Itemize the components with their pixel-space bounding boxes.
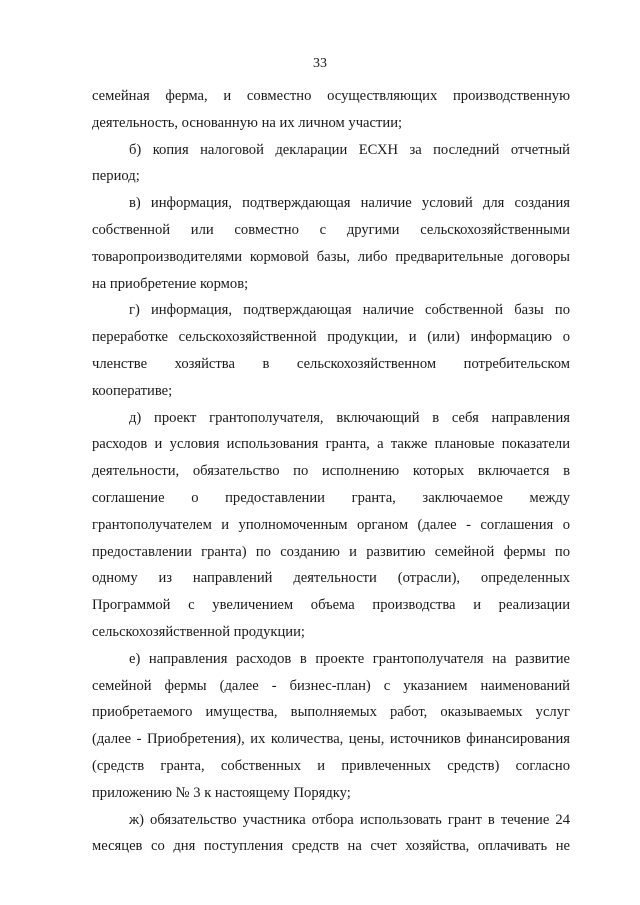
document-body [92,83,570,860]
text-line: предоставлении гранта) по созданию и развитию семейной фермы по [92,543,570,560]
text-line: деятельность, основанную на их личном участии; [92,114,403,131]
text-line: семейной фермы (далее - бизнес-план) с указанием наименований [92,677,570,694]
text-line: д) проект грантополучателя, включающий в себя направления [129,409,570,426]
text-line: семейная ферма, и совместно осуществляющих производственную [92,88,570,104]
text-line: соглашение о предоставлении гранта, заключаемое между [92,489,570,506]
text-line: (далее - Приобретения), их количества, цены, источников финансирования [92,731,570,748]
text-line: г) информация, подтверждающая наличие собственной базы по [129,302,570,319]
text-line: одному из направлений деятельности (отрасли), определенных [92,570,570,587]
text-line: собственной или совместно с другими сельскохозяйственными [92,221,570,238]
text-line: период; [92,168,140,185]
text-line: в) информация, подтверждающая наличие условий для создания [129,195,570,212]
text-line: на приобретение кормов; [92,275,249,292]
text-line: приложению № 3 к настоящему Порядку; [92,784,351,801]
text-line: деятельности, обязательство по исполнению которых включается в [92,463,570,480]
text-line: переработке сельскохозяйственной продукции, и (или) информацию о [92,329,570,346]
text-line: расходов и условия использования гранта, а также плановые показатели [92,436,570,453]
text-line: членстве хозяйства в сельскохозяйственном потребительском [92,355,570,372]
text-line: Программой с увеличением объема производства и реализации [92,597,570,614]
text-line: б) копия налоговой декларации ЕСХН за последний отчетный [129,141,570,158]
text-line: сельскохозяйственной продукции; [92,623,305,640]
text-line: кооперативе; [92,382,173,399]
text-line: приобретаемого имущества, выполняемых работ, оказываемых услуг [92,704,570,721]
text-line: грантополучателем и уполномоченным органом (далее - соглашения о [92,516,570,533]
text-line: (средств гранта, собственных и привлеченных средств) согласно [92,757,570,774]
text-line: месяцев со дня поступления средств на счет хозяйства, оплачивать не [92,838,570,855]
text-line: товаропроизводителями кормовой базы, либо предварительные договоры [92,248,570,265]
text-line: е) направления расходов в проекте грантополучателя на развитие [129,650,570,667]
text-line: ж) обязательство участника отбора использовать грант в течение 24 [129,811,570,828]
page-number: 33 [313,56,327,71]
